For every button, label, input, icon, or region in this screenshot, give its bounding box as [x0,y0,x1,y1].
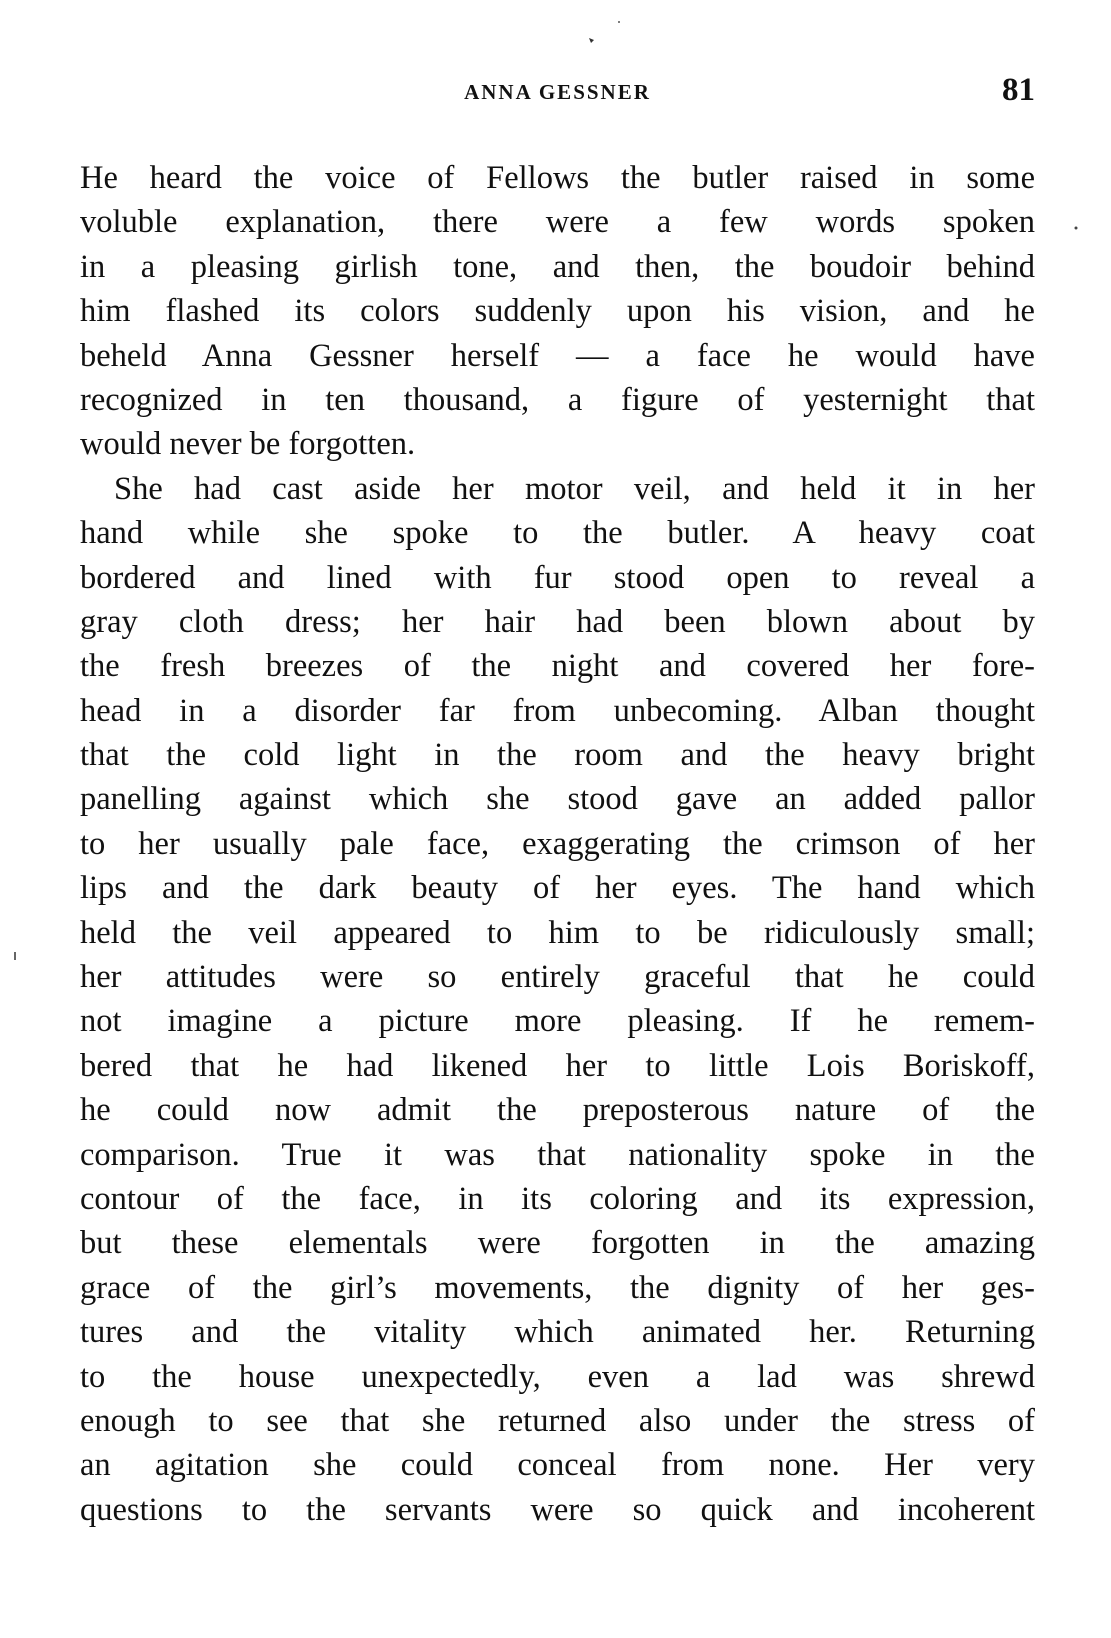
text-line: bordered and lined with fur stood open to reveal a [80,559,1035,596]
text-line: enough to see that she returned also under the stress of [80,1402,1035,1439]
speck-mark [589,38,594,43]
text-line: her attitudes were so entirely graceful that he could [80,959,1035,996]
page-number: 81 [1002,72,1035,108]
text-line: but these elementals were forgotten in the amazing [80,1225,1035,1262]
text-line: hand while she spoke to the butler. A heavy coat [80,515,1035,552]
text-line: lips and the dark beauty of her eyes. The hand which [80,870,1035,907]
text-line: comparison. True it was that nationality spoke in the [80,1136,1035,1173]
text-line: questions to the servants were so quick and incoherent [80,1491,1035,1528]
paragraph [80,467,1035,1532]
speck-dot [618,21,620,23]
text-line: gray cloth dress; her hair had been blown about by [80,603,1035,640]
speck-dot [1075,227,1078,230]
running-head [80,72,1035,116]
text-line: She had cast aside her motor veil, and held it in her [114,470,1035,507]
text-line: him flashed its colors suddenly upon his vision, and he [80,293,1035,330]
text-line: recognized in ten thousand, a figure of yesternight that [80,381,1035,418]
text-line: the fresh breezes of the night and covered her fore- [80,648,1035,685]
text-line: held the veil appeared to him to be ridiculously small; [80,914,1035,951]
text-line: head in a disorder far from unbecoming. Alban thought [80,692,1035,729]
text-line: that the cold light in the room and the heavy bright [80,737,1035,774]
running-title: ANNA GESSNER [464,80,651,104]
text-line: to her usually pale face, exaggerating the crimson of her [80,825,1035,862]
text-line: tures and the vitality which animated her. Returning [80,1314,1035,1351]
text-line: he could now admit the preposterous nature of the [80,1092,1035,1129]
text-line: contour of the face, in its coloring and its expression, [80,1180,1035,1217]
text-line: bered that he had likened her to little Lois Boriskoff, [80,1047,1035,1084]
text-line: He heard the voice of Fellows the butler raised in some [80,160,1035,196]
paragraph [80,156,1035,467]
text-line: not imagine a picture more pleasing. If he remem- [80,1003,1035,1040]
body-text [80,156,1035,1532]
speck-dash [14,952,16,960]
text-line: voluble explanation, there were a few words spoken [80,204,1035,241]
text-line: would never be forgotten. [80,426,416,463]
text-line: to the house unexpectedly, even a lad was shrewd [80,1358,1035,1395]
text-line: panelling against which she stood gave an added pallor [80,781,1035,818]
text-line: beheld Anna Gessner herself — a face he would have [80,337,1035,374]
text-line: in a pleasing girlish tone, and then, the boudoir behind [80,248,1035,285]
text-line: an agitation she could conceal from none. Her very [80,1447,1035,1484]
text-line: grace of the girl’s movements, the dignity of her ges- [80,1269,1035,1306]
